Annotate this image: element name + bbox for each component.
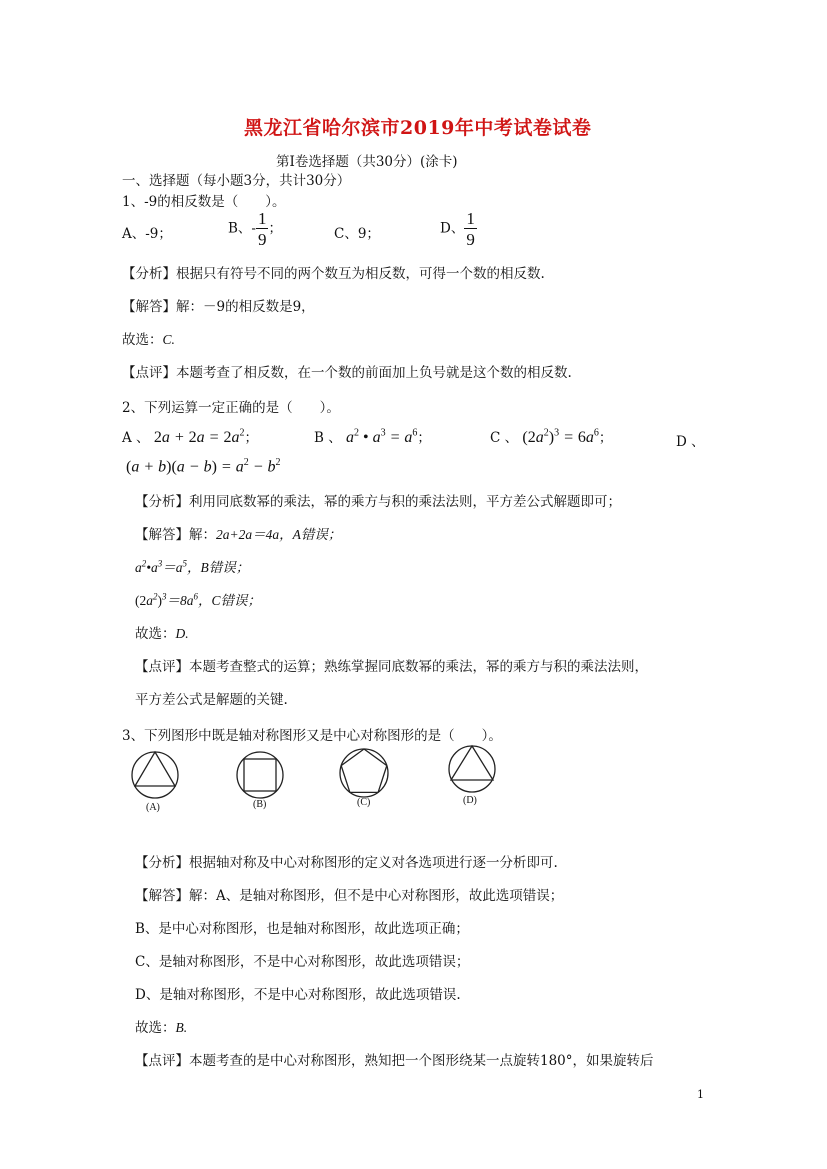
q3-figure-a-label: (A) <box>146 802 160 813</box>
q1-option-d <box>440 210 477 248</box>
q3-choice <box>135 1016 187 1036</box>
q2-comment-line1: 【点评】本题考查整式的运算；熟练掌握同底数幂的乘法，幂的乘方与积的乘法法则， <box>135 659 648 675</box>
answer-tail: ，B错误； <box>186 560 250 575</box>
q1-analysis: 【分析】根据只有符号不同的两个数互为相反数，可得一个数的相反数. <box>122 266 545 282</box>
document-title: 黑龙江省哈尔滨市2019年中考试卷试卷 <box>244 117 592 139</box>
q2-answer-line3 <box>135 589 261 609</box>
q3-figure-b-label: (B) <box>253 799 267 810</box>
answer-tail: ，C错误； <box>198 593 262 608</box>
section-heading: 一、选择题（每小题3分，共计30分） <box>122 173 351 189</box>
q2-stem: 2、下列运算一定正确的是（ ）。 <box>122 400 340 416</box>
option-label: A 、 <box>122 430 150 446</box>
q1-option-d-prefix: D、 <box>440 220 465 237</box>
answer-math: $a^2•a^3=a^5$ <box>135 558 187 575</box>
fraction-numerator: 1 <box>257 209 267 228</box>
choice-prefix: 故选： <box>135 626 176 642</box>
option-separator: ； <box>244 430 258 446</box>
q2-option-d-label: D 、 <box>676 434 705 450</box>
q1-choice <box>122 328 175 348</box>
option-label: B 、 <box>314 430 342 446</box>
q2-option-c-formula: $(2a^2)^3 = 6a^6$ <box>522 427 599 446</box>
fraction-numerator: 1 <box>466 209 475 228</box>
q1-option-c: C、9； <box>334 226 380 242</box>
choice-prefix: 故选： <box>122 332 163 348</box>
option-separator: ； <box>417 430 431 446</box>
q2-option-a <box>122 426 258 447</box>
choice-letter: C. <box>162 332 175 347</box>
q2-option-a-formula: $2a + 2a = 2a^2$ <box>153 427 245 446</box>
q2-analysis: 【分析】利用同底数幂的乘法，幂的乘方与积的乘法法则，平方差公式解题即可； <box>135 494 621 510</box>
q2-choice <box>135 622 189 642</box>
q3-figure-b <box>232 750 288 802</box>
q1-option-b-fraction <box>256 210 269 248</box>
q2-option-b-formula: $a^2$ • $a^3 = a^6$ <box>346 427 418 446</box>
q3-line-b: B、是中心对称图形，也是轴对称图形，故此选项正确； <box>135 921 469 937</box>
q3-comment: 【点评】本题考查的是中心对称图形，熟知把一个图形绕某一点旋转180°，如果旋转后 <box>135 1053 654 1069</box>
choice-prefix: 故选： <box>135 1020 176 1036</box>
q3-line-c: C、是轴对称图形，不是中心对称图形，故此选项错误； <box>135 954 470 970</box>
choice-letter: D. <box>175 626 189 641</box>
q3-line-d: D、是轴对称图形，不是中心对称图形，故此选项错误. <box>135 987 461 1003</box>
q2-option-d-formula: $(a + b)(a - b) = a^2 - b^2$ <box>126 457 281 476</box>
q2-comment-line2: 平方差公式是解题的关键. <box>135 692 288 708</box>
page-number: 1 <box>697 1088 704 1101</box>
answer-tail: A错误； <box>292 527 342 542</box>
choice-letter: B. <box>175 1020 188 1035</box>
q1-stem: 1、-9的相反数是（ ）。 <box>122 194 286 210</box>
q3-figure-c <box>334 746 394 800</box>
fraction-denominator: 9 <box>257 230 267 249</box>
fraction-denominator: 9 <box>466 230 475 249</box>
answer-prefix: 【解答】解： <box>135 527 216 543</box>
q2-option-c <box>490 426 612 447</box>
q1-option-b-prefix: B、- <box>228 220 256 237</box>
q3-figure-a <box>126 750 184 802</box>
q1-option-a: A、-9； <box>122 226 172 242</box>
q3-analysis: 【分析】根据轴对称及中心对称图形的定义对各选项进行逐一分析即可. <box>135 855 558 871</box>
q2-option-b <box>314 426 431 447</box>
document-subtitle: 第Ⅰ卷选择题（共30分）(涂卡) <box>276 154 458 170</box>
option-label: C 、 <box>490 430 519 446</box>
q1-option-d-fraction <box>464 210 477 248</box>
q1-option-b-suffix: ； <box>268 220 282 237</box>
answer-math: 2a+2a＝4a， <box>216 527 293 542</box>
q2-answer-line1 <box>135 523 341 543</box>
answer-math: $(2a^2)^3=8a^6$ <box>135 591 198 608</box>
q3-stem: 3、下列图形中既是轴对称图形又是中心对称图形的是（ ）。 <box>122 728 502 744</box>
q1-option-b <box>228 210 282 248</box>
q2-answer-line2 <box>135 556 249 576</box>
q1-answer: 【解答】解：－9的相反数是9， <box>122 299 315 315</box>
option-separator: ； <box>598 430 613 446</box>
q3-figure-c-label: (C) <box>357 797 371 808</box>
q3-answer: 【解答】解：A、是轴对称图形，但不是中心对称图形，故此选项错误； <box>135 888 564 904</box>
q3-figure-d-label: (D) <box>463 795 477 806</box>
q3-figure-d <box>444 744 500 796</box>
q1-comment: 【点评】本题考查了相反数，在一个数的前面加上负号就是这个数的相反数. <box>122 365 572 381</box>
